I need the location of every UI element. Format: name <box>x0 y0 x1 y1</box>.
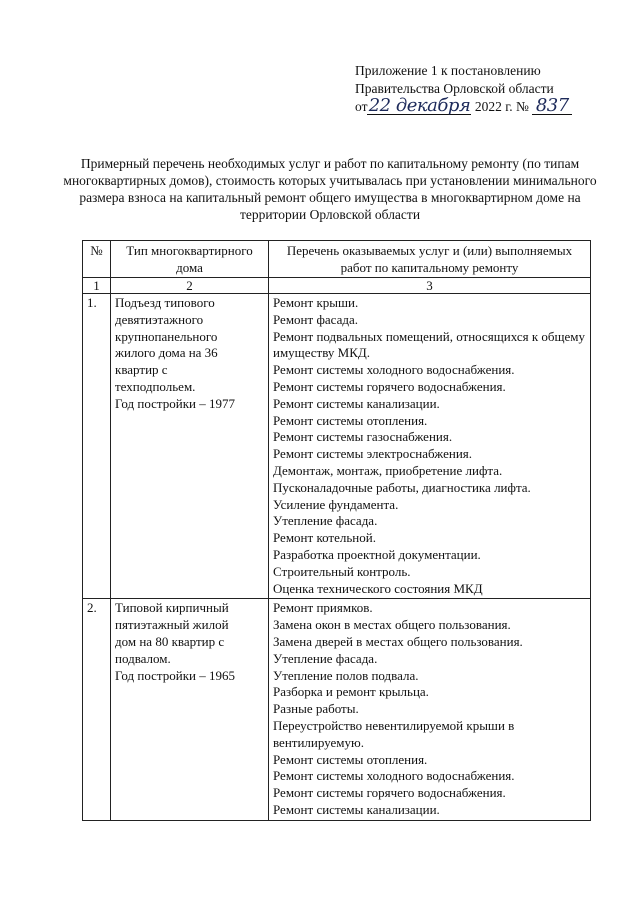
services-table <box>82 240 591 821</box>
work-item: Ремонт фасада. <box>273 311 358 327</box>
table-row <box>83 599 591 820</box>
table-header-row <box>83 241 591 278</box>
work-item: Ремонт системы газоснабжения. <box>273 429 453 445</box>
work-item: Ремонт приямков. <box>273 600 373 616</box>
header-works-list: Перечень оказываемых услуг и (или) выполняемых работ по капитальному ремонту <box>269 241 591 278</box>
column-number: 1 <box>83 278 111 294</box>
work-item: Замена окон в местах общего пользования. <box>273 617 511 633</box>
work-item: Разработка проектной документации. <box>273 546 481 562</box>
work-item: Пусконаладочные работы, диагностика лифта. <box>273 479 531 495</box>
work-item: Ремонт системы горячего водоснабжения. <box>273 378 506 394</box>
row-number: 2. <box>83 599 111 820</box>
work-item: Ремонт системы электроснабжения. <box>273 446 473 462</box>
work-item: Переустройство невентилируемой крыши в вентилируемую. <box>273 717 515 750</box>
works-cell <box>269 599 591 820</box>
header-number: № <box>83 241 111 278</box>
handwritten-number: 837 <box>532 98 572 115</box>
work-item: Ремонт подвальных помещений, относящихся к общему имуществу МКД. <box>273 328 586 361</box>
handwritten-date: 22 декабря <box>368 95 471 116</box>
work-item: Ремонт котельной. <box>273 530 376 546</box>
document-title: Примерный перечень необходимых услуг и работ по капитальному ремонту (по типам многоквартирных домов), стоимость которых учитывалась при установлении минимального размера взноса на капитальный ремонт общего имущества в многоквартирном доме на территории Орловской области <box>63 156 597 222</box>
header-line-3 <box>355 95 615 116</box>
work-item: Утепление полов подвала. <box>273 667 419 683</box>
work-item: Ремонт крыши. <box>273 295 359 310</box>
header-line-2: Правительства Орловской области <box>355 81 554 96</box>
row-number: 1. <box>83 294 111 599</box>
column-number: 3 <box>269 278 591 294</box>
works-cell <box>269 294 591 599</box>
column-numbers-row <box>83 278 591 294</box>
work-item: Демонтаж, монтаж, приобретение лифта. <box>273 462 503 478</box>
work-item: Утепление фасада. <box>273 650 378 666</box>
work-item: Ремонт системы канализации. <box>273 801 440 817</box>
table-row <box>83 294 591 599</box>
work-item: Разборка и ремонт крыльца. <box>273 684 429 700</box>
work-item: Строительный контроль. <box>273 563 411 579</box>
work-item: Разные работы. <box>273 701 359 717</box>
header-line-1: Приложение 1 к постановлению <box>355 63 541 78</box>
work-item: Ремонт системы отопления. <box>273 751 428 767</box>
year-text: 2022 г. № <box>474 99 529 114</box>
work-item: Оценка технического состояния МКД <box>273 580 483 596</box>
house-type-cell: Типовой кирпичный пятиэтажный жилой дом на 80 квартир с подвалом. Год постройки – 1965 <box>111 599 269 820</box>
work-item: Ремонт системы холодного водоснабжения. <box>273 362 515 378</box>
column-number: 2 <box>111 278 269 294</box>
work-item: Замена дверей в местах общего пользования. <box>273 633 523 649</box>
work-item: Ремонт системы холодного водоснабжения. <box>273 768 515 784</box>
work-item: Ремонт системы канализации. <box>273 395 440 411</box>
appendix-header <box>355 62 615 116</box>
work-item: Ремонт системы горячего водоснабжения. <box>273 785 506 801</box>
house-type-cell: Подъезд типового девятиэтажного крупнопанельного жилого дома на 36 квартир с техподпольем. Год постройки – 1977 <box>111 294 269 599</box>
date-prefix: от <box>355 99 368 114</box>
work-item: Утепление фасада. <box>273 513 378 529</box>
work-item: Усиление фундамента. <box>273 496 399 512</box>
work-item: Ремонт системы отопления. <box>273 412 428 428</box>
header-house-type: Тип многоквартирного дома <box>111 241 269 278</box>
